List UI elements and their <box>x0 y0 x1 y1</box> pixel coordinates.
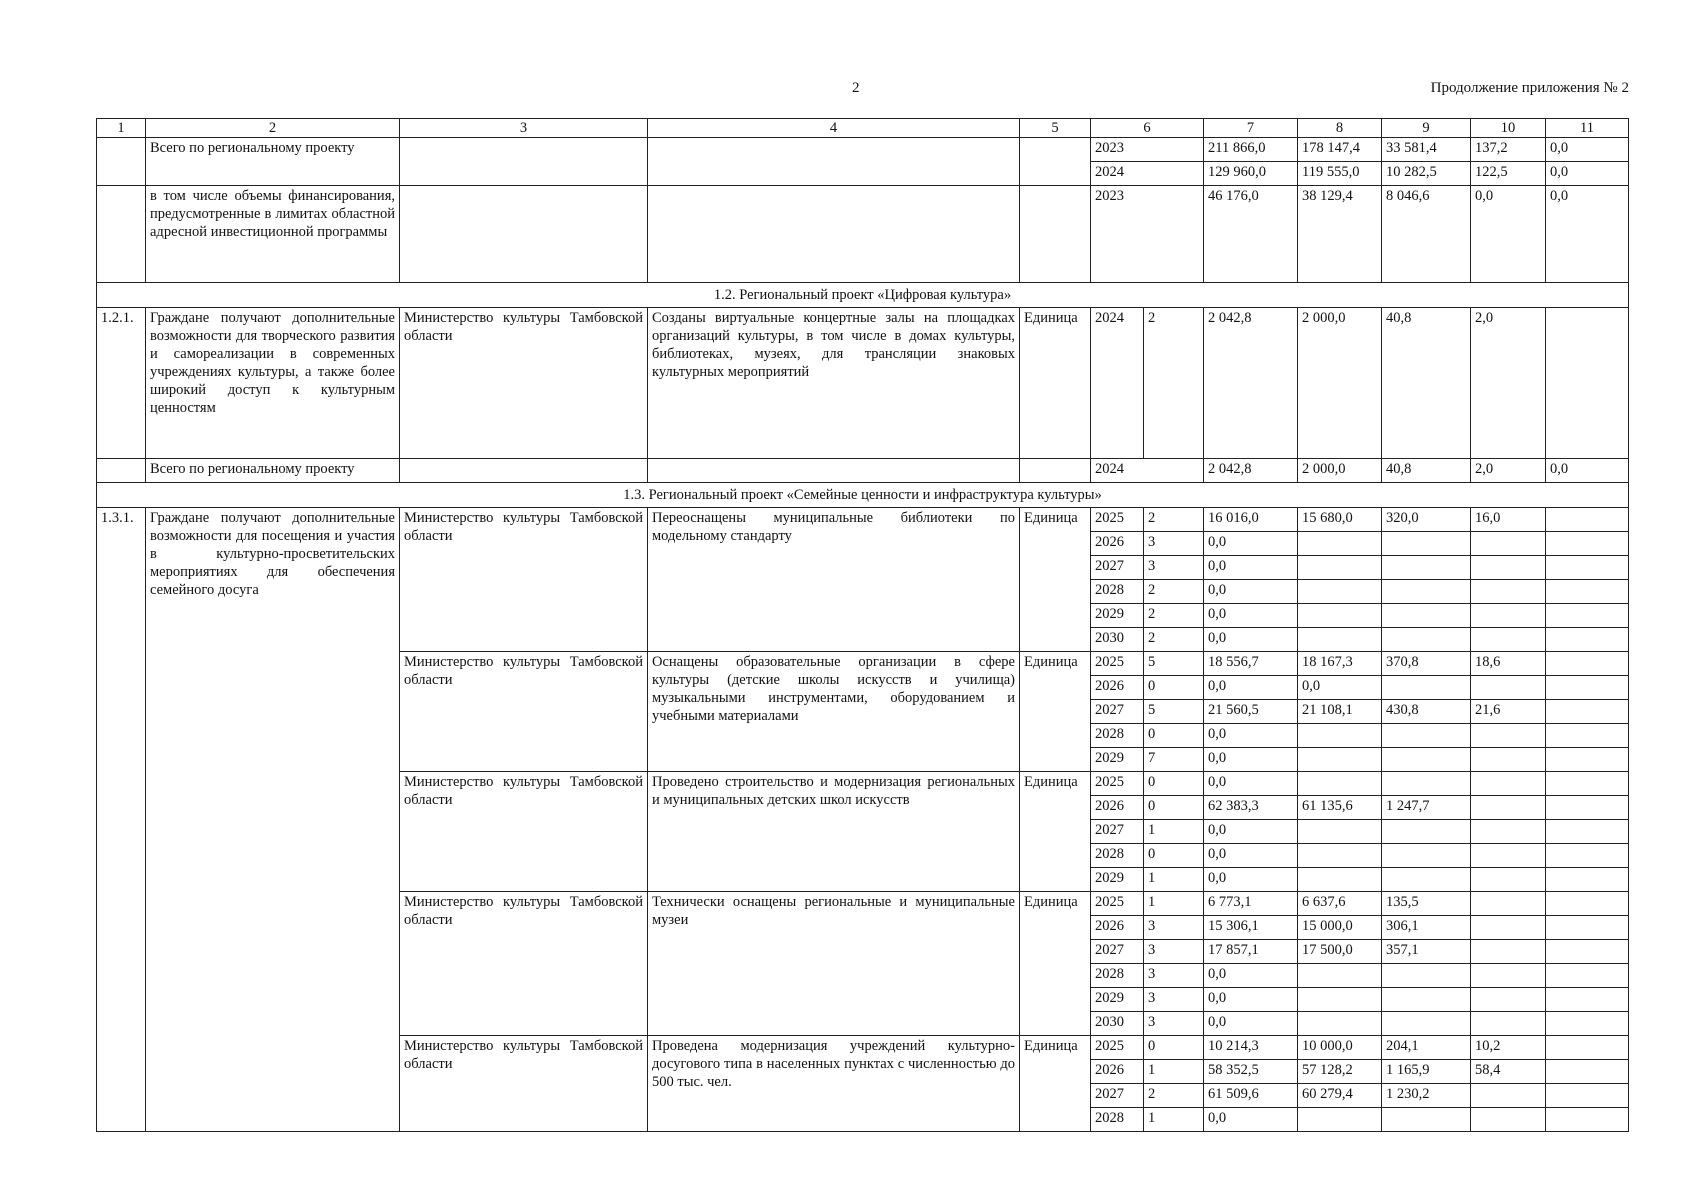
unit-text: Единица <box>1020 652 1091 772</box>
value-cell: 0,0 <box>1204 988 1298 1012</box>
value-cell <box>1298 724 1382 748</box>
year-cell: 2025 <box>1091 1036 1144 1060</box>
value-cell: 122,5 <box>1471 162 1546 186</box>
value-cell <box>1546 1012 1629 1036</box>
year-cell: 2028 <box>1091 1108 1144 1132</box>
financing-table <box>96 118 1629 1132</box>
table-row <box>97 459 1629 483</box>
value-cell <box>1546 892 1629 916</box>
value-cell: 62 383,3 <box>1204 796 1298 820</box>
quantity-cell: 0 <box>1144 796 1204 820</box>
value-cell: 58,4 <box>1471 1060 1546 1084</box>
quantity-cell: 3 <box>1144 988 1204 1012</box>
value-cell: 178 147,4 <box>1298 138 1382 162</box>
value-cell <box>1471 988 1546 1012</box>
value-cell: 370,8 <box>1382 652 1471 676</box>
value-cell <box>1546 628 1629 652</box>
appendix-continuation: Продолжение приложения № 2 <box>1430 80 1629 96</box>
year-cell: 2024 <box>1091 162 1204 186</box>
value-cell: 129 960,0 <box>1204 162 1298 186</box>
value-cell: 58 352,5 <box>1204 1060 1298 1084</box>
year-cell: 2023 <box>1091 138 1204 162</box>
value-cell: 0,0 <box>1204 580 1298 604</box>
value-cell <box>1546 1060 1629 1084</box>
unit-text: Единица <box>1020 1036 1091 1132</box>
table-row <box>97 138 1629 162</box>
result-text: Технически оснащены региональные и муниципальные музеи <box>648 892 1020 1036</box>
value-cell <box>1382 748 1471 772</box>
value-cell <box>1298 1108 1382 1132</box>
quantity-cell: 1 <box>1144 892 1204 916</box>
total-label: Всего по региональному проекту <box>146 459 400 483</box>
value-cell <box>1471 868 1546 892</box>
value-cell <box>1298 844 1382 868</box>
value-cell: 0,0 <box>1204 676 1298 700</box>
value-cell: 60 279,4 <box>1298 1084 1382 1108</box>
value-cell: 2 000,0 <box>1298 308 1382 459</box>
value-cell: 0,0 <box>1546 186 1629 283</box>
value-cell: 119 555,0 <box>1298 162 1382 186</box>
quantity-cell: 0 <box>1144 724 1204 748</box>
col-num-1: 1 <box>97 119 146 138</box>
value-cell: 0,0 <box>1546 138 1629 162</box>
quantity-cell: 2 <box>1144 604 1204 628</box>
value-cell: 33 581,4 <box>1382 138 1471 162</box>
value-cell <box>1471 724 1546 748</box>
unit-text: Единица <box>1020 772 1091 892</box>
value-cell <box>1298 772 1382 796</box>
value-cell <box>1546 796 1629 820</box>
value-cell: 2 000,0 <box>1298 459 1382 483</box>
year-cell: 2025 <box>1091 772 1144 796</box>
page-number: 2 <box>852 80 860 96</box>
value-cell: 0,0 <box>1204 1108 1298 1132</box>
col-num-2: 2 <box>146 119 400 138</box>
value-cell <box>1546 844 1629 868</box>
value-cell: 137,2 <box>1471 138 1546 162</box>
value-cell: 10 214,3 <box>1204 1036 1298 1060</box>
value-cell: 21 108,1 <box>1298 700 1382 724</box>
quantity-cell: 3 <box>1144 556 1204 580</box>
quantity-cell: 3 <box>1144 1012 1204 1036</box>
value-cell <box>1471 1108 1546 1132</box>
value-cell <box>1546 1084 1629 1108</box>
value-cell <box>1382 676 1471 700</box>
quantity-cell: 3 <box>1144 964 1204 988</box>
result-text: Оснащены образовательные организации в сфере культуры (детские школы искусств и училища) музыкальными инструментами, оборудованием и учебными материалами <box>648 652 1020 772</box>
year-cell: 2029 <box>1091 604 1144 628</box>
value-cell: 40,8 <box>1382 308 1471 459</box>
value-cell <box>1382 604 1471 628</box>
year-cell: 2024 <box>1091 308 1144 459</box>
value-cell: 46 176,0 <box>1204 186 1298 283</box>
value-cell: 6 773,1 <box>1204 892 1298 916</box>
value-cell <box>1471 820 1546 844</box>
value-cell: 0,0 <box>1471 186 1546 283</box>
value-cell: 8 046,6 <box>1382 186 1471 283</box>
value-cell: 15 000,0 <box>1298 916 1382 940</box>
value-cell <box>1546 556 1629 580</box>
value-cell: 10,2 <box>1471 1036 1546 1060</box>
task-text: Граждане получают дополнительные возможности для посещения и участия в культурно-просветительских мероприятиях для обеспечения семейного досуга <box>146 508 400 1132</box>
quantity-cell: 1 <box>1144 1108 1204 1132</box>
year-cell: 2030 <box>1091 1012 1144 1036</box>
quantity-cell: 1 <box>1144 1060 1204 1084</box>
value-cell: 2,0 <box>1471 459 1546 483</box>
table-row <box>97 508 1629 532</box>
value-cell: 18 556,7 <box>1204 652 1298 676</box>
year-cell: 2027 <box>1091 1084 1144 1108</box>
value-cell <box>1471 1084 1546 1108</box>
value-cell: 0,0 <box>1204 868 1298 892</box>
value-cell <box>1546 940 1629 964</box>
value-cell: 0,0 <box>1204 1012 1298 1036</box>
value-cell: 0,0 <box>1204 748 1298 772</box>
result-text: Созданы виртуальные концертные залы на площадках организаций культуры, в том числе в домах культуры, библиотеках, музеях, для трансляции знаковых культурных мероприятий <box>648 308 1020 459</box>
value-cell <box>1298 604 1382 628</box>
value-cell: 2 042,8 <box>1204 308 1298 459</box>
unit-text: Единица <box>1020 892 1091 1036</box>
value-cell: 0,0 <box>1204 532 1298 556</box>
col-num-3: 3 <box>400 119 648 138</box>
value-cell <box>1298 988 1382 1012</box>
value-cell: 18 167,3 <box>1298 652 1382 676</box>
value-cell <box>1471 532 1546 556</box>
section-title: 1.2. Региональный проект «Цифровая культура» <box>97 283 1629 308</box>
col-num-11: 11 <box>1546 119 1629 138</box>
value-cell <box>1382 532 1471 556</box>
result-text: Переоснащены муниципальные библиотеки по модельному стандарту <box>648 508 1020 652</box>
value-cell <box>1471 604 1546 628</box>
value-cell <box>1546 676 1629 700</box>
value-cell <box>1382 628 1471 652</box>
value-cell <box>1382 556 1471 580</box>
result-text: Проведено строительство и модернизация региональных и муниципальных детских школ искусств <box>648 772 1020 892</box>
unit-text: Единица <box>1020 308 1091 459</box>
value-cell: 61 135,6 <box>1298 796 1382 820</box>
year-cell: 2025 <box>1091 652 1144 676</box>
value-cell: 357,1 <box>1382 940 1471 964</box>
quantity-cell: 2 <box>1144 628 1204 652</box>
value-cell <box>1471 940 1546 964</box>
table-row <box>97 308 1629 459</box>
value-cell: 18,6 <box>1471 652 1546 676</box>
result-text: Проведена модернизация учреждений культурно-досугового типа в населенных пунктах с численностью до 500 тыс. чел. <box>648 1036 1020 1132</box>
value-cell <box>1546 724 1629 748</box>
quantity-cell: 3 <box>1144 916 1204 940</box>
value-cell <box>1298 532 1382 556</box>
value-cell <box>1298 556 1382 580</box>
year-cell: 2023 <box>1091 186 1204 283</box>
section-heading-row <box>97 283 1629 308</box>
value-cell <box>1382 1012 1471 1036</box>
value-cell <box>1382 964 1471 988</box>
value-cell <box>1471 916 1546 940</box>
value-cell <box>1546 916 1629 940</box>
year-cell: 2027 <box>1091 820 1144 844</box>
value-cell: 1 230,2 <box>1382 1084 1471 1108</box>
quantity-cell: 2 <box>1144 1084 1204 1108</box>
value-cell <box>1471 556 1546 580</box>
quantity-cell: 0 <box>1144 772 1204 796</box>
value-cell <box>1546 1036 1629 1060</box>
value-cell <box>1546 532 1629 556</box>
value-cell <box>1471 676 1546 700</box>
year-cell: 2026 <box>1091 916 1144 940</box>
value-cell <box>1298 748 1382 772</box>
value-cell: 0,0 <box>1204 628 1298 652</box>
quantity-cell: 3 <box>1144 532 1204 556</box>
value-cell <box>1382 844 1471 868</box>
value-cell: 204,1 <box>1382 1036 1471 1060</box>
value-cell: 211 866,0 <box>1204 138 1298 162</box>
value-cell <box>1546 700 1629 724</box>
value-cell <box>1382 724 1471 748</box>
row-number: 1.2.1. <box>97 308 146 459</box>
value-cell <box>1546 748 1629 772</box>
year-cell: 2025 <box>1091 892 1144 916</box>
ministry-text: Министерство культуры Тамбовской области <box>400 892 648 1036</box>
year-cell: 2027 <box>1091 700 1144 724</box>
year-cell: 2026 <box>1091 1060 1144 1084</box>
value-cell <box>1546 868 1629 892</box>
value-cell: 0,0 <box>1204 556 1298 580</box>
ministry-text: Министерство культуры Тамбовской области <box>400 772 648 892</box>
section-heading-row <box>97 483 1629 508</box>
value-cell <box>1471 748 1546 772</box>
col-num-10: 10 <box>1471 119 1546 138</box>
quantity-cell: 2 <box>1144 308 1204 459</box>
value-cell: 10 000,0 <box>1298 1036 1382 1060</box>
col-num-6: 6 <box>1091 119 1204 138</box>
value-cell: 10 282,5 <box>1382 162 1471 186</box>
value-cell <box>1471 772 1546 796</box>
year-cell: 2029 <box>1091 868 1144 892</box>
value-cell <box>1298 1012 1382 1036</box>
value-cell: 17 500,0 <box>1298 940 1382 964</box>
year-cell: 2026 <box>1091 676 1144 700</box>
ministry-text: Министерство культуры Тамбовской области <box>400 1036 648 1132</box>
quantity-cell: 3 <box>1144 940 1204 964</box>
value-cell <box>1471 796 1546 820</box>
quantity-cell: 0 <box>1144 1036 1204 1060</box>
year-cell: 2028 <box>1091 724 1144 748</box>
value-cell <box>1546 988 1629 1012</box>
value-cell: 40,8 <box>1382 459 1471 483</box>
year-cell: 2029 <box>1091 988 1144 1012</box>
value-cell: 57 128,2 <box>1298 1060 1382 1084</box>
quantity-cell: 5 <box>1144 700 1204 724</box>
value-cell: 306,1 <box>1382 916 1471 940</box>
col-num-4: 4 <box>648 119 1020 138</box>
value-cell <box>1382 820 1471 844</box>
value-cell: 1 247,7 <box>1382 796 1471 820</box>
value-cell <box>1546 580 1629 604</box>
value-cell: 0,0 <box>1204 844 1298 868</box>
year-cell: 2026 <box>1091 532 1144 556</box>
value-cell: 21,6 <box>1471 700 1546 724</box>
value-cell: 0,0 <box>1298 676 1382 700</box>
row-number: 1.3.1. <box>97 508 146 1132</box>
value-cell <box>1382 988 1471 1012</box>
col-num-8: 8 <box>1298 119 1382 138</box>
value-cell: 17 857,1 <box>1204 940 1298 964</box>
value-cell <box>1298 820 1382 844</box>
year-cell: 2028 <box>1091 580 1144 604</box>
unit-text: Единица <box>1020 508 1091 652</box>
year-cell: 2026 <box>1091 796 1144 820</box>
col-num-7: 7 <box>1204 119 1298 138</box>
value-cell: 15 680,0 <box>1298 508 1382 532</box>
value-cell <box>1471 1012 1546 1036</box>
value-cell <box>1382 580 1471 604</box>
quantity-cell: 2 <box>1144 580 1204 604</box>
value-cell: 16,0 <box>1471 508 1546 532</box>
value-cell: 2 042,8 <box>1204 459 1298 483</box>
value-cell <box>1382 868 1471 892</box>
value-cell <box>1471 628 1546 652</box>
quantity-cell: 7 <box>1144 748 1204 772</box>
year-cell: 2029 <box>1091 748 1144 772</box>
value-cell: 0,0 <box>1204 964 1298 988</box>
value-cell: 1 165,9 <box>1382 1060 1471 1084</box>
quantity-cell: 5 <box>1144 652 1204 676</box>
value-cell <box>1546 652 1629 676</box>
year-cell: 2024 <box>1091 459 1204 483</box>
value-cell: 135,5 <box>1382 892 1471 916</box>
task-text: Граждане получают дополнительные возможности для творческого развития и самореализации в современных учреждениях культуры, а также более широкий доступ к культурным ценностям <box>146 308 400 459</box>
value-cell <box>1546 604 1629 628</box>
quantity-cell: 0 <box>1144 676 1204 700</box>
year-cell: 2025 <box>1091 508 1144 532</box>
year-cell: 2030 <box>1091 628 1144 652</box>
value-cell: 0,0 <box>1204 724 1298 748</box>
value-cell <box>1546 820 1629 844</box>
ministry-text: Министерство культуры Тамбовской области <box>400 308 648 459</box>
ministry-text: Министерство культуры Тамбовской области <box>400 508 648 652</box>
value-cell: 0,0 <box>1546 459 1629 483</box>
ministry-text: Министерство культуры Тамбовской области <box>400 652 648 772</box>
year-cell: 2028 <box>1091 844 1144 868</box>
value-cell <box>1382 1108 1471 1132</box>
quantity-cell: 1 <box>1144 820 1204 844</box>
value-cell <box>1471 892 1546 916</box>
value-cell <box>1471 844 1546 868</box>
investment-program-label: в том числе объемы финансирования, предусмотренные в лимитах областной адресной инвестиционной программы <box>146 186 400 283</box>
value-cell <box>1546 508 1629 532</box>
value-cell <box>1298 964 1382 988</box>
value-cell: 0,0 <box>1546 162 1629 186</box>
year-cell: 2028 <box>1091 964 1144 988</box>
col-num-9: 9 <box>1382 119 1471 138</box>
value-cell <box>1546 1108 1629 1132</box>
col-num-5: 5 <box>1020 119 1091 138</box>
total-label: Всего по региональному проекту <box>146 138 400 186</box>
table-row <box>97 186 1629 283</box>
value-cell <box>1471 580 1546 604</box>
value-cell: 0,0 <box>1204 772 1298 796</box>
value-cell: 15 306,1 <box>1204 916 1298 940</box>
year-cell: 2027 <box>1091 940 1144 964</box>
value-cell: 38 129,4 <box>1298 186 1382 283</box>
value-cell: 430,8 <box>1382 700 1471 724</box>
value-cell: 2,0 <box>1471 308 1546 459</box>
value-cell <box>1298 580 1382 604</box>
column-number-row <box>97 119 1629 138</box>
value-cell: 320,0 <box>1382 508 1471 532</box>
value-cell <box>1546 964 1629 988</box>
value-cell: 0,0 <box>1204 820 1298 844</box>
value-cell <box>1298 628 1382 652</box>
year-cell: 2027 <box>1091 556 1144 580</box>
quantity-cell: 1 <box>1144 868 1204 892</box>
value-cell: 0,0 <box>1204 604 1298 628</box>
value-cell <box>1546 772 1629 796</box>
value-cell: 6 637,6 <box>1298 892 1382 916</box>
value-cell <box>1471 964 1546 988</box>
value-cell <box>1382 772 1471 796</box>
section-title: 1.3. Региональный проект «Семейные ценности и инфраструктура культуры» <box>97 483 1629 508</box>
quantity-cell: 2 <box>1144 508 1204 532</box>
quantity-cell: 0 <box>1144 844 1204 868</box>
value-cell <box>1298 868 1382 892</box>
value-cell: 16 016,0 <box>1204 508 1298 532</box>
value-cell: 61 509,6 <box>1204 1084 1298 1108</box>
value-cell: 21 560,5 <box>1204 700 1298 724</box>
